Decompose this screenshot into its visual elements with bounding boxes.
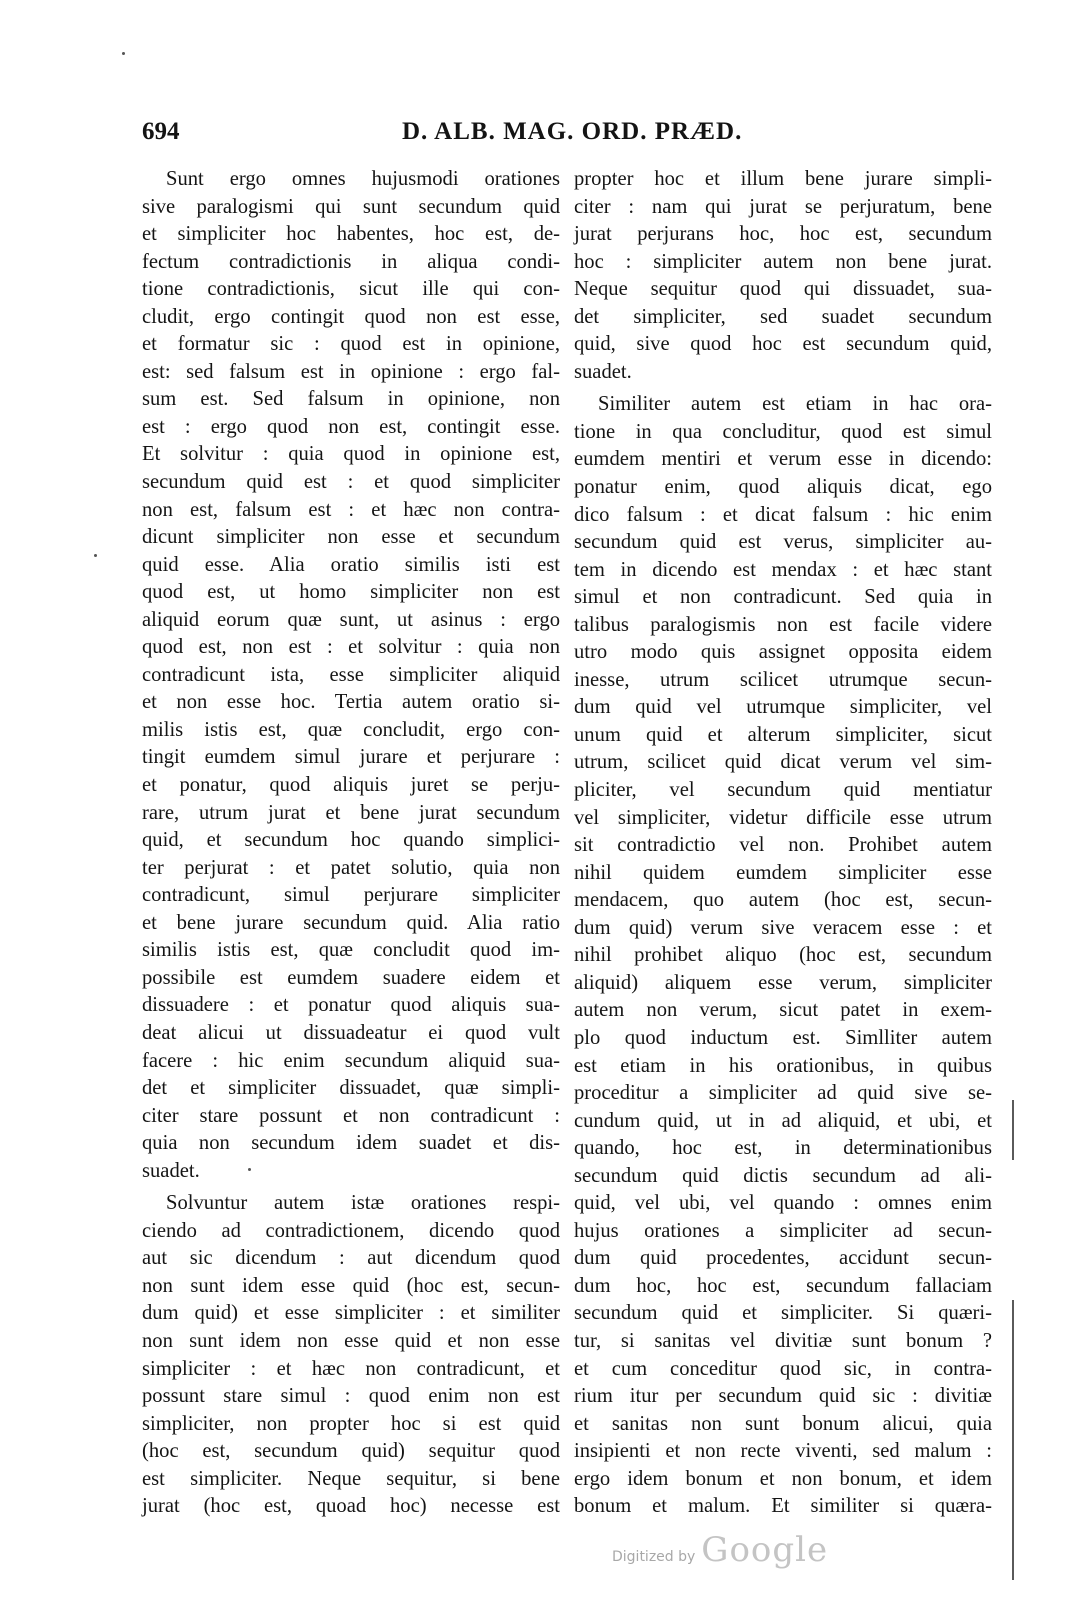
text-line: cundum quid, ut in ad aliquid, et ubi, et [574, 1109, 992, 1132]
text-line: contradicunt ista, esse simpliciter aliquid [142, 663, 560, 686]
text-line: Solvuntur autem istæ orationes respi- [166, 1192, 560, 1215]
text-line: quod est, ut homo simpliciter non est [142, 581, 560, 604]
text-line: dicunt simpliciter non esse et secundum [142, 526, 560, 549]
text-line: et bene jurare secundum quid. Alia ratio [142, 911, 560, 934]
text-line: vel simpliciter, videtur difficile esse utrum [574, 806, 992, 829]
text-line: et simpliciter hoc habentes, hoc est, de- [142, 223, 560, 246]
text-line: aliquid) aliquem esse verum, simpliciter [574, 971, 992, 994]
text-line: similis istis est, quæ concludit quod im- [142, 939, 560, 962]
text-line: secundum quid est verus, simpliciter au- [574, 531, 992, 554]
text-line: mendacem, quo autem (hoc est, secun- [574, 889, 992, 912]
text-line: ciendo ad contradictionem, dicendo quod [142, 1219, 560, 1242]
running-head: D. ALB. MAG. ORD. PRÆD. [402, 118, 743, 145]
text-line: proceditur a simpliciter ad quid sive se- [574, 1082, 992, 1105]
text-line: tingit eumdem simul jurare et perjurare : [142, 746, 560, 769]
text-line: tione contradictionis, sicut ille qui con- [142, 278, 560, 301]
text-line: quid esse. Alia oratio similis isti est [142, 553, 560, 576]
text-line: quid, sive quod hoc est secundum quid, [574, 333, 992, 356]
text-line: eumdem mentiri et verum esse in dicendo: [574, 448, 992, 471]
margin-rule [1012, 1100, 1014, 1160]
text-line: secundum quid dictis secundum ad ali- [574, 1164, 992, 1187]
text-line: simul et non contradicunt. Sed quia in [574, 586, 992, 609]
text-line: quid, vel ubi, vel quando : omnes enim [574, 1192, 992, 1215]
text-line: non sunt idem esse quid (hoc est, secun- [142, 1274, 560, 1297]
text-line: dissuadere : et ponatur quod aliquis sua- [142, 994, 560, 1017]
text-line: aut sic dicendum : aut dicendum quod [142, 1247, 560, 1270]
text-line: et sanitas non sunt bonum alicui, quia [574, 1412, 992, 1435]
text-line: dum hoc, hoc est, secundum fallaciam [574, 1274, 992, 1297]
text-line: dum quid) verum sive veracem esse : et [574, 916, 992, 939]
text-line: possunt stare simul : quod enim non est [142, 1385, 560, 1408]
text-line: citer stare possunt et non contradicunt : [142, 1104, 560, 1127]
text-line: tur, si sanitas vel divitiæ sunt bonum ? [574, 1329, 992, 1352]
google-logo-text: Google [701, 1530, 829, 1570]
text-line: contradicunt, simul perjurare simpliciter [142, 884, 560, 907]
page-number: 694 [142, 118, 180, 145]
text-line: suadet. [574, 360, 632, 383]
text-line: sive paralogismi qui sunt secundum quid [142, 195, 560, 218]
text-line: aliquid eorum quæ sunt, ut asinus : ergo [142, 608, 560, 631]
text-line: fectum contradictionis in aliqua condi- [142, 250, 560, 273]
text-line: insipienti et non recte viventi, sed malum : [574, 1440, 992, 1463]
text-line: jurat perjurans hoc, hoc est, secundum [574, 223, 992, 246]
text-line: sit contradictio vel non. Prohibet autem [574, 834, 992, 857]
text-line: quando, hoc est, in determinationibus [574, 1137, 992, 1160]
text-line: secundum quid et simpliciter. Si quæri- [574, 1302, 992, 1325]
left-text-column [142, 166, 560, 1521]
text-line: quod est, non est : et solvitur : quia non [142, 636, 560, 659]
text-line: hoc : simpliciter autem non bene jurat. [574, 250, 992, 273]
text-line: plo quod inductum est. Simlliter autem [574, 1026, 992, 1049]
text-line: (hoc est, secundum quid) sequitur quod [142, 1440, 560, 1463]
text-line: utro modo quis assignet opposita eidem [574, 641, 992, 664]
text-line: bonum et malum. Et similiter si quæra- [574, 1495, 992, 1518]
text-line: cludit, ergo contingit quod non est esse, [142, 305, 560, 328]
digitized-watermark [612, 1530, 828, 1570]
text-line: tem in dicendo est mendax : et hæc stant [574, 558, 992, 581]
text-line: est : ergo quod non est, contingit esse. [142, 415, 560, 438]
digitized-by-text: Digitized by [612, 1549, 696, 1565]
text-line: Sunt ergo omnes hujusmodi orationes [166, 168, 560, 190]
text-line: Et solvitur : quia quod in opinione est, [142, 443, 560, 466]
text-line: et ponatur, quod aliquis juret se perju- [142, 774, 560, 797]
text-line: et cum conceditur quod sic, in contra- [574, 1357, 992, 1380]
text-line: autem non verum, sicut patet in exem- [574, 999, 992, 1022]
text-line: dico falsum : et dicat falsum : hic enim [574, 503, 992, 526]
text-line: propter hoc et illum bene jurare simpli- [574, 168, 992, 190]
text-line: quia non secundum idem suadet et dis- [142, 1132, 560, 1155]
text-line: milis istis est, quæ concludit, ergo con- [142, 718, 560, 741]
text-line: rare, utrum jurat et bene jurat secundum [142, 801, 560, 824]
page-header [142, 118, 980, 158]
text-line: ter perjurat : et patet solutio, quia non [142, 856, 560, 879]
text-line: nihil quidem eumdem simpliciter esse [574, 861, 992, 884]
text-line: suadet. [142, 1159, 200, 1182]
text-line: nihil prohibet aliquo (hoc est, secundum [574, 944, 992, 967]
text-line: est simpliciter. Neque sequitur, si bene [142, 1467, 560, 1490]
text-line: dum quid vel utrumque simpliciter, vel [574, 696, 992, 719]
text-line: est etiam in his orationibus, in quibus [574, 1054, 992, 1077]
text-line: secundum quid est : et quod simpliciter [142, 471, 560, 494]
text-line: ergo idem bonum et non bonum, et idem [574, 1467, 992, 1490]
text-line: et formatur sic : quod est in opinione, [142, 333, 560, 356]
text-line: Similiter autem est etiam in hac ora- [598, 393, 992, 416]
text-line: hujus orationes a simpliciter ad secun- [574, 1219, 992, 1242]
print-speck [122, 52, 125, 55]
text-line: det simpliciter, sed suadet secundum [574, 305, 992, 328]
text-line: deat alicui ut dissuadeatur ei quod vult [142, 1021, 560, 1044]
text-line: rium itur per secundum quid sic : divitiæ [574, 1385, 992, 1408]
text-line: ponatur enim, quod aliquis dicat, ego [574, 476, 992, 499]
text-line: pliciter, vel secundum quid mentiatur [574, 779, 992, 802]
text-line: jurat (hoc est, quoad hoc) necesse est [142, 1495, 560, 1518]
text-line: facere : hic enim secundum aliquid sua- [142, 1049, 560, 1072]
text-line: Neque sequitur quod qui dissuadet, sua- [574, 278, 992, 301]
text-line: sum est. Sed falsum in opinione, non [142, 388, 560, 411]
text-line: simpliciter : et hæc non contradicunt, et [142, 1357, 560, 1380]
text-line: unum quid et alterum simpliciter, sicut [574, 723, 992, 746]
text-line: dum quid) et esse simpliciter : et similiter [142, 1302, 560, 1325]
text-line: est: sed falsum est in opinione : ergo fal- [142, 360, 560, 383]
print-speck [248, 1168, 251, 1171]
text-line: non sunt idem non esse quid et non esse [142, 1329, 560, 1352]
text-line: dum quid procedentes, accidunt secun- [574, 1247, 992, 1270]
text-line: et non esse hoc. Tertia autem oratio si- [142, 691, 560, 714]
text-line: citer : nam qui jurat se perjuratum, bene [574, 195, 992, 218]
text-line: tione in qua concluditur, quod est simul [574, 420, 992, 443]
print-speck [94, 554, 97, 557]
text-line: non est, falsum est : et hæc non contra- [142, 498, 560, 521]
margin-rule [1012, 1300, 1014, 1580]
text-line: talibus paralogismis non est facile videre [574, 613, 992, 636]
text-line: simpliciter, non propter hoc si est quid [142, 1412, 560, 1435]
text-line: quid, et secundum hoc quando simplici- [142, 829, 560, 852]
text-line: possibile est eumdem suadere eidem et [142, 966, 560, 989]
text-line: inesse, utrum scilicet utrumque secun- [574, 668, 992, 691]
text-line: utrum, scilicet quid dicat verum vel sim- [574, 751, 992, 774]
text-line: det et simpliciter dissuadet, quæ simpli- [142, 1077, 560, 1100]
right-text-column [574, 166, 992, 1521]
